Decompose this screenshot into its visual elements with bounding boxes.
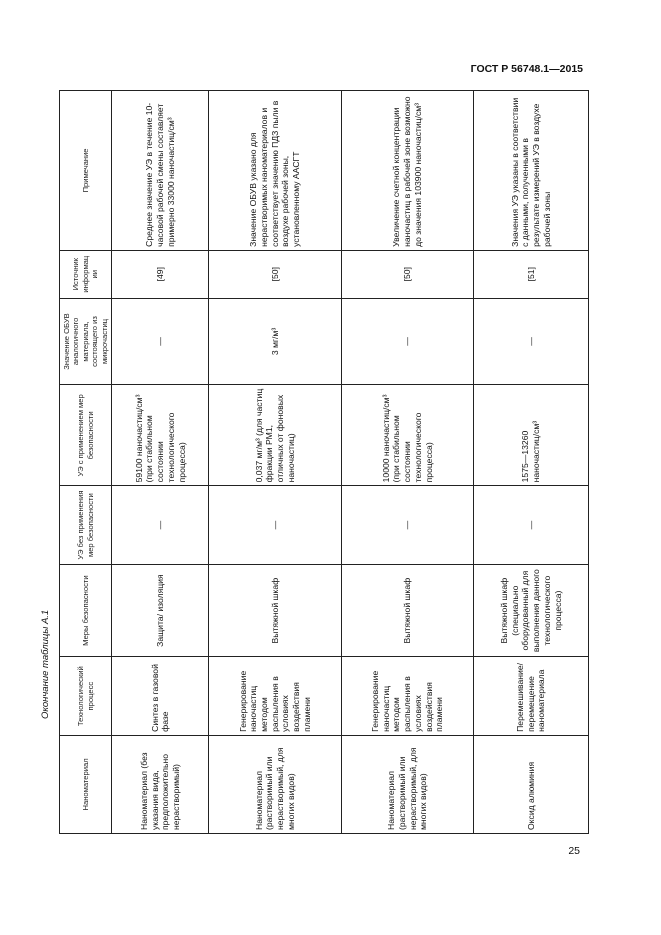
cell-material: Наноматериал (без указания вида, предположительно нерастворимый): [112, 735, 209, 833]
cell-obuv: —: [112, 298, 209, 385]
cell-measures: Вытяжной шкаф: [341, 564, 473, 657]
cell-process: Синтез в газовой фазе: [112, 657, 209, 736]
cell-note: Значение ОБУВ указано для нерастворимых наноматериалов и соответствует значению ПДЗ пыли в воздухе рабочей зоны, установленному AACГТ: [209, 91, 341, 251]
cell-source: [49]: [112, 250, 209, 298]
table-row: [341, 91, 473, 834]
cell-source: [50]: [209, 250, 341, 298]
cell-ue-with: 1575—13260 наночастиц/см³: [474, 385, 589, 486]
cell-ue-without: —: [112, 486, 209, 565]
page-number: 25: [568, 845, 580, 857]
cell-obuv: —: [474, 298, 589, 385]
cell-note: Увеличение счетной концентрации наночастиц в рабочей зоне возможно до значения 103900 наночастиц/см³: [341, 91, 473, 251]
header-process: Технологический процесс: [60, 657, 112, 736]
cell-source: [51]: [474, 250, 589, 298]
cell-measures: Вытяжной шкаф (специально оборудованный для выполнения данного технологического процесса): [474, 564, 589, 657]
cell-measures: Защита/ изоляция: [112, 564, 209, 657]
cell-process: Генерирование наночастиц методом распыления в условиях воздействия пламени: [209, 657, 341, 736]
cell-note: Среднее значение УЭ в течение 10-часовой рабочей смены составляет примерно 33000 наночастиц/см³: [112, 91, 209, 251]
standard-number: ГОСТ Р 56748.1—2015: [470, 63, 583, 75]
cell-ue-without: —: [341, 486, 473, 565]
header-note: Примечание: [60, 91, 112, 251]
header-ue-without: УЭ без применения мер безопасности: [60, 486, 112, 565]
cell-ue-without: —: [474, 486, 589, 565]
cell-ue-without: —: [209, 486, 341, 565]
table-header-row: [60, 91, 112, 834]
cell-source: [50]: [341, 250, 473, 298]
exposure-table: [59, 90, 589, 834]
cell-process: Перемешивание/ перемещение наноматериала: [474, 657, 589, 736]
header-obuv: Значение ОБУВ аналогичного материала, состоящего из микрочастиц: [60, 298, 112, 385]
table-row: [209, 91, 341, 834]
cell-measures: Вытяжной шкаф: [209, 564, 341, 657]
cell-note: Значения УЭ указаны в соответствии с данными, полученными в результате измерений УЭ в воздухе рабочей зоны: [474, 91, 589, 251]
cell-ue-with: 59100 наночастиц/см³ (при стабильном состоянии технологического процесса): [112, 385, 209, 486]
cell-material: Наноматериал (растворимый или нерастворимый, для многих видов): [209, 735, 341, 833]
header-ue-with: УЭ с применением мер безопасности: [60, 385, 112, 486]
cell-process: Генерирование наночастиц методом распыления в условиях воздействия пламени: [341, 657, 473, 736]
cell-ue-with: 0,037 мг/м³ (для частиц фракции PM1, отличных от фоновых наночастиц): [209, 385, 341, 486]
header-material: Наноматериал: [60, 735, 112, 833]
rotated-table-container: [59, 90, 589, 834]
cell-obuv: —: [341, 298, 473, 385]
table-caption: Окончание таблицы А.1: [40, 609, 51, 719]
cell-obuv: 3 мг/м³: [209, 298, 341, 385]
cell-ue-with: 10000 наночастиц/см³ (при стабильном состоянии технологического процесса): [341, 385, 473, 486]
cell-material: Наноматериал (растворимый или нерастворимый, для многих видов): [341, 735, 473, 833]
header-measures: Меры безопасности: [60, 564, 112, 657]
table-row: [474, 91, 589, 834]
cell-material: Оксид алюминия: [474, 735, 589, 833]
header-source: Источник информации: [60, 250, 112, 298]
table-row: [112, 91, 209, 834]
